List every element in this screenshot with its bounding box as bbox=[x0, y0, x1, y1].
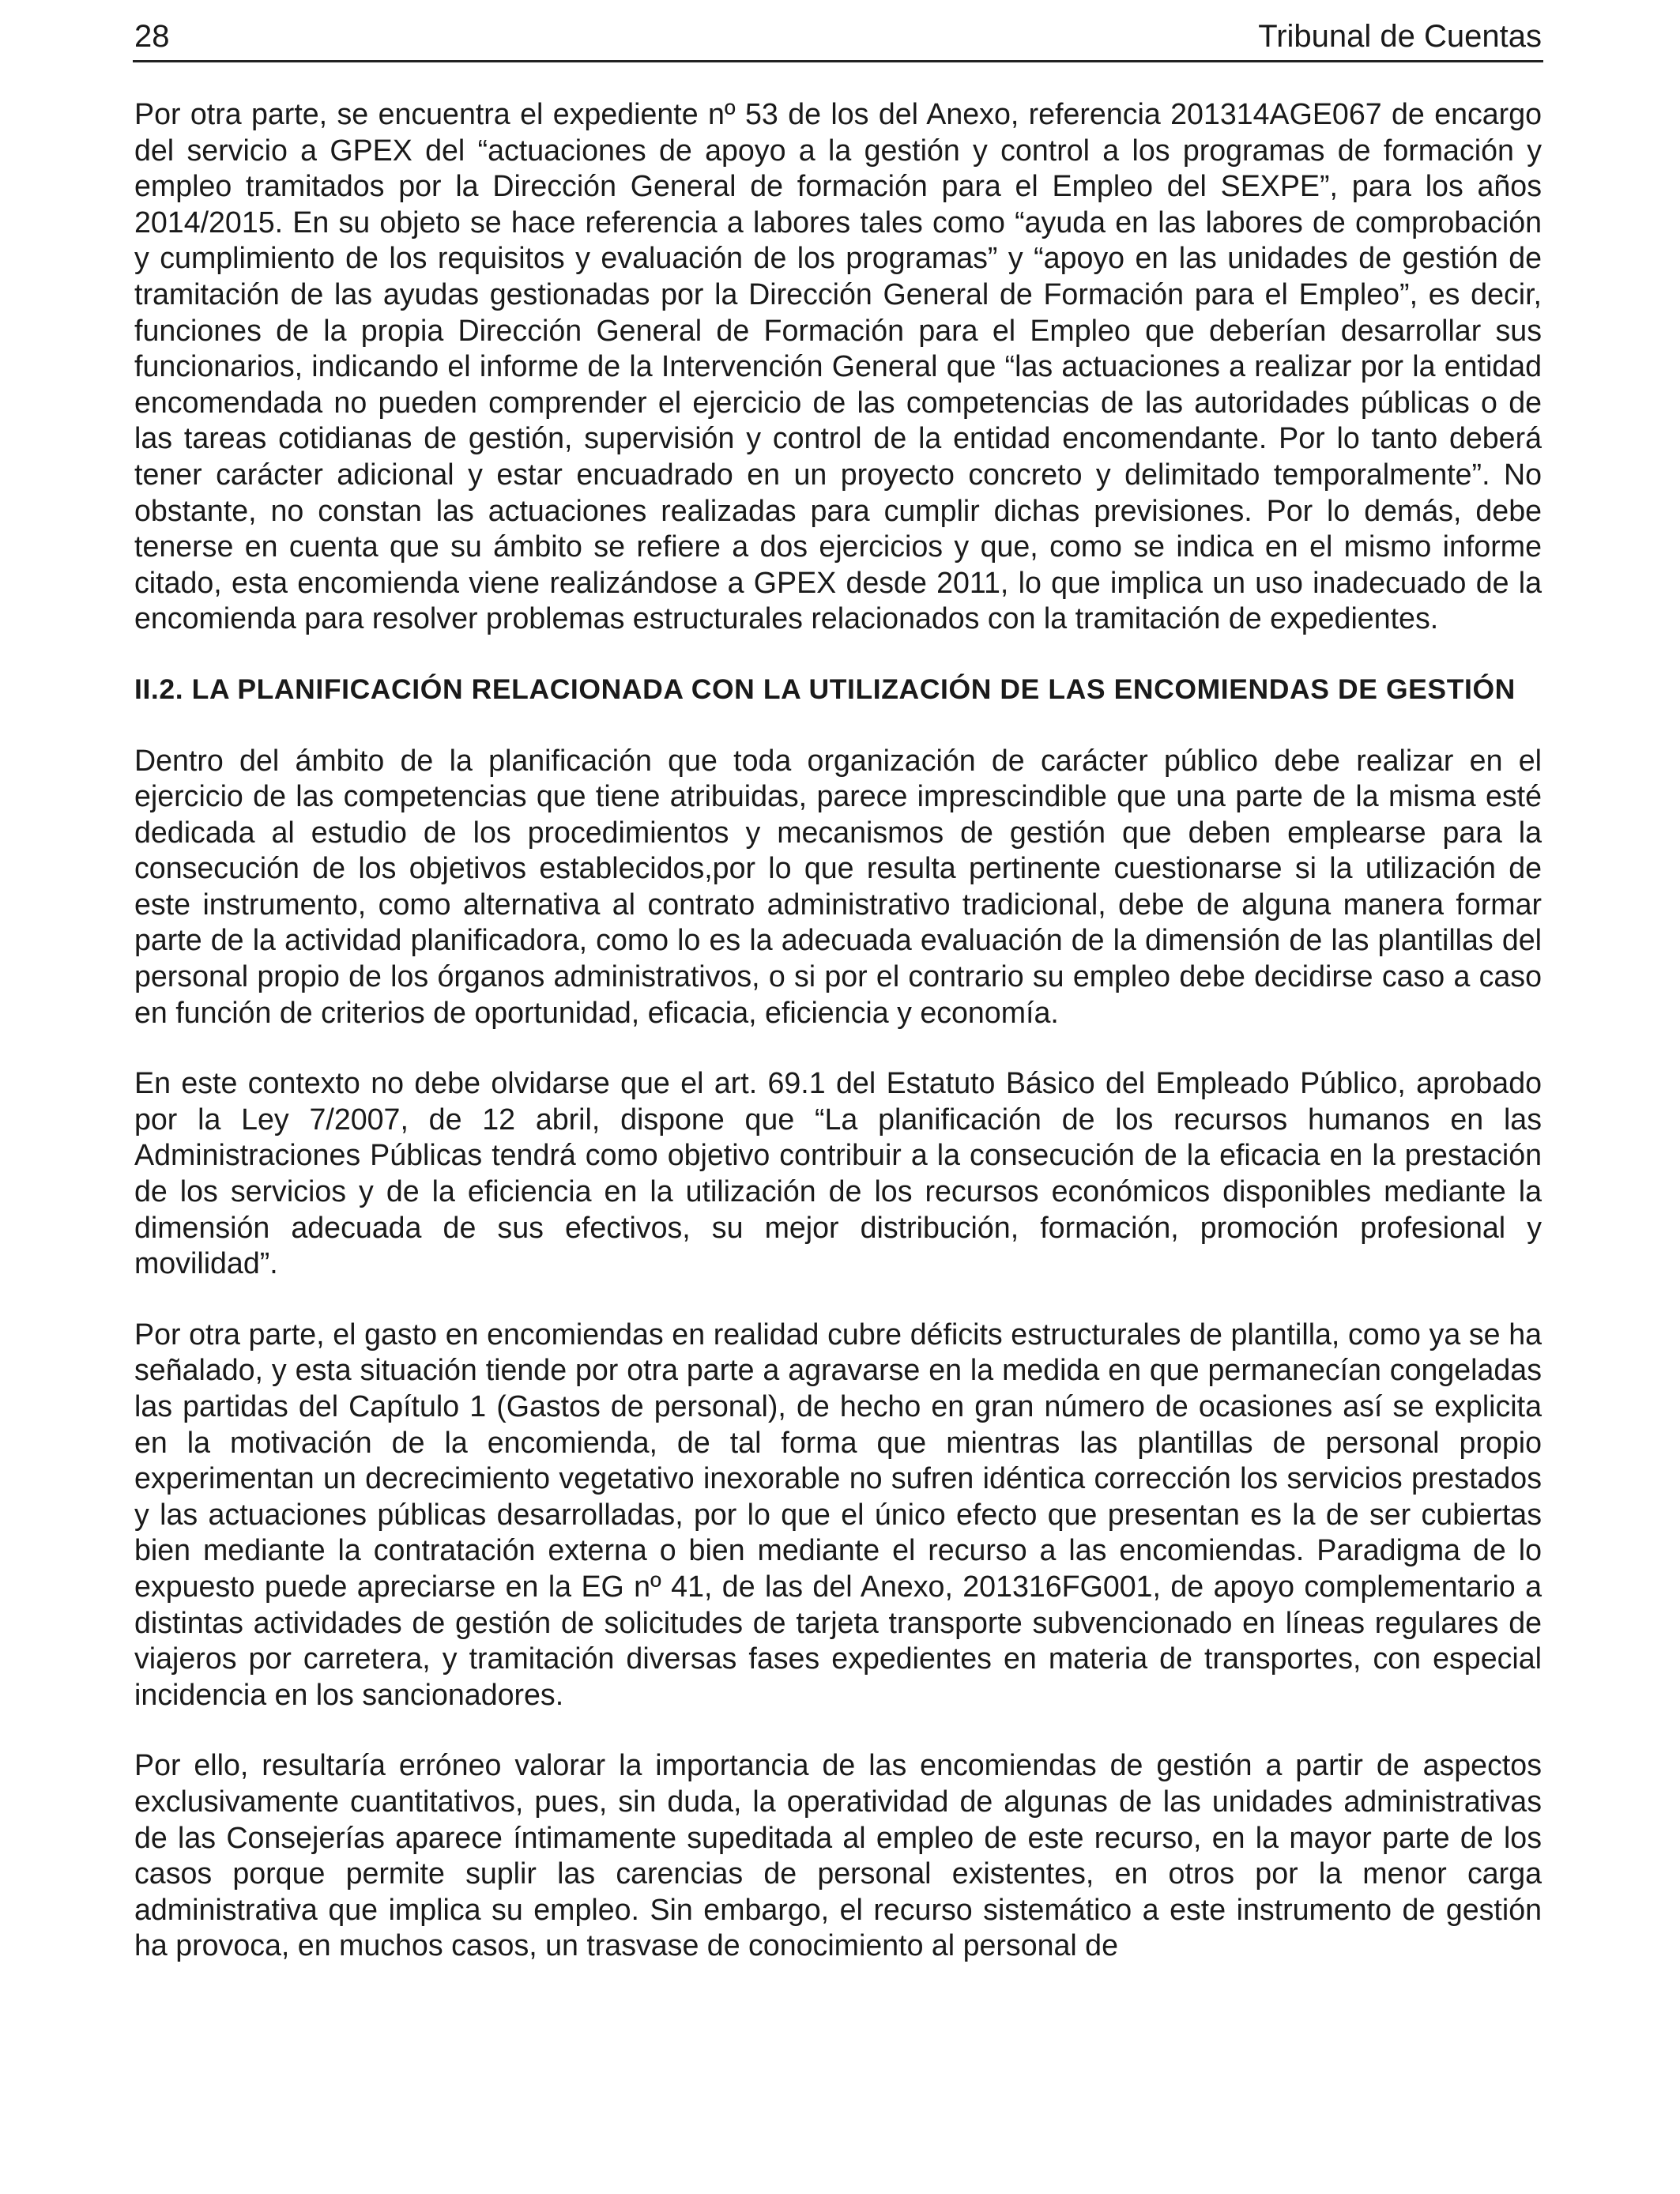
page-number: 28 bbox=[134, 19, 170, 54]
paragraph-gasto-encomiendas: Por otra parte, el gasto en encomiendas en realidad cubre déficits estructurales de plantilla, como ya se ha señalado, y esta situación tiende por otra parte a agravarse en la medida en que permanecían congeladas las partidas del Capítulo 1 (Gastos de personal), de hecho en gran número de ocasiones así se explicita en la motivación de la encomienda, de tal forma que mientras las plantillas de personal propio experimentan un decrecimiento vegetativo inexorable no sufren idéntica corrección los servicios prestados y las actuaciones públicas desarrolladas, por lo que el único efecto que presentan es la de ser cubiertas bien mediante la contratación externa o bien mediante el recurso a las encomiendas. Paradigma de lo expuesto puede apreciarse en la EG nº 41, de las del Anexo, 201316FG001, de apoyo complementario a distintas actividades de gestión de solicitudes de tarjeta transporte subvencionado en líneas regulares de viajeros por carretera, y tramitación diversas fases expedientes en materia de transportes, con especial incidencia en los sancionadores. bbox=[134, 1317, 1542, 1711]
section-heading: II.2. LA PLANIFICACIÓN RELACIONADA CON LA UTILIZACIÓN DE LAS ENCOMIENDAS DE GESTIÓN bbox=[134, 673, 1516, 705]
paragraph-expediente-53: Por otra parte, se encuentra el expediente nº 53 de los del Anexo, referencia 201314AGE067 de encargo del servicio a GPEX del “actuaciones de apoyo a la gestión y control a los programas de formación y empleo tramitados por la Dirección General de formación para el Empleo del SEXPE”, para los años 2014/2015. En su objeto se hace referencia a labores tales como “ayuda en las labores de comprobación y cumplimiento de los requisitos y evaluación de los programas” y “apoyo en las unidades de gestión de tramitación de las ayudas gestionadas por la Dirección General de Formación para el Empleo”, es decir, funciones de la propia Dirección General de Formación para el Empleo que deberían desarrollar sus funcionarios, indicando el informe de la Intervención General que “las actuaciones a realizar por la entidad encomendada no pueden comprender el ejercicio de las competencias de las autoridades públicas o de las tareas cotidianas de gestión, supervisión y control de la entidad encomendante. Por lo tanto deberá tener carácter adicional y estar encuadrado en un proyecto concreto y delimitado temporalmente”. No obstante, no constan las actuaciones realizadas para cumplir dichas previsiones. Por lo demás, debe tenerse en cuenta que su ámbito se refiere a dos ejercicios y que, como se indica en el mismo informe citado, esta encomienda viene realizándose a GPEX desde 2011, lo que implica un uso inadecuado de la encomienda para resolver problemas estructurales relacionados con la tramitación de expedientes. bbox=[134, 97, 1542, 635]
paragraph-por-ello: Por ello, resultaría erróneo valorar la importancia de las encomiendas de gestión a partir de aspectos exclusivamente cuantitativos, pues, sin duda, la operatividad de algunas de las unidades administrativas de las Consejerías aparece íntimamente supeditada al empleo de este recurso, en la mayor parte de los casos porque permite suplir las carencias de personal existentes, en otros por la menor carga administrativa que implica su empleo. Sin embargo, el recurso sistemático a este instrumento de gestión ha provoca, en muchos casos, un trasvase de conocimiento al personal de bbox=[134, 1748, 1542, 1962]
document-body bbox=[134, 96, 1542, 1999]
paragraph-planificacion: Dentro del ámbito de la planificación que toda organización de carácter público debe realizar en el ejercicio de las competencias que tiene atribuidas, parece imprescindible que una parte de la misma esté dedicada al estudio de los procedimientos y mecanismos de gestión que deben emplearse para la consecución de los objetivos establecidos,por lo que resulta pertinente cuestionarse si la utilización de este instrumento, como alternativa al contrato administrativo tradicional, debe de alguna manera formar parte de la actividad planificadora, como lo es la adecuada evaluación de la dimensión de las plantillas del personal propio de los órganos administrativos, o si por el contrario su empleo debe decidirse caso a caso en función de criterios de oportunidad, eficacia, eficiencia y economía. bbox=[134, 743, 1542, 1029]
paragraph-estatuto-basico: En este contexto no debe olvidarse que el art. 69.1 del Estatuto Básico del Empleado Público, aprobado por la Ley 7/2007, de 12 abril, dispone que “La planificación de los recursos humanos en las Administraciones Públicas tendrá como objetivo contribuir a la consecución de la eficacia en la prestación de los servicios y de la eficiencia en la utilización de los recursos económicos disponibles mediante la dimensión adecuada de sus efectivos, su mejor distribución, formación, promoción profesional y movilidad”. bbox=[134, 1066, 1542, 1280]
running-title: Tribunal de Cuentas bbox=[1258, 19, 1542, 54]
page-header bbox=[133, 14, 1543, 62]
